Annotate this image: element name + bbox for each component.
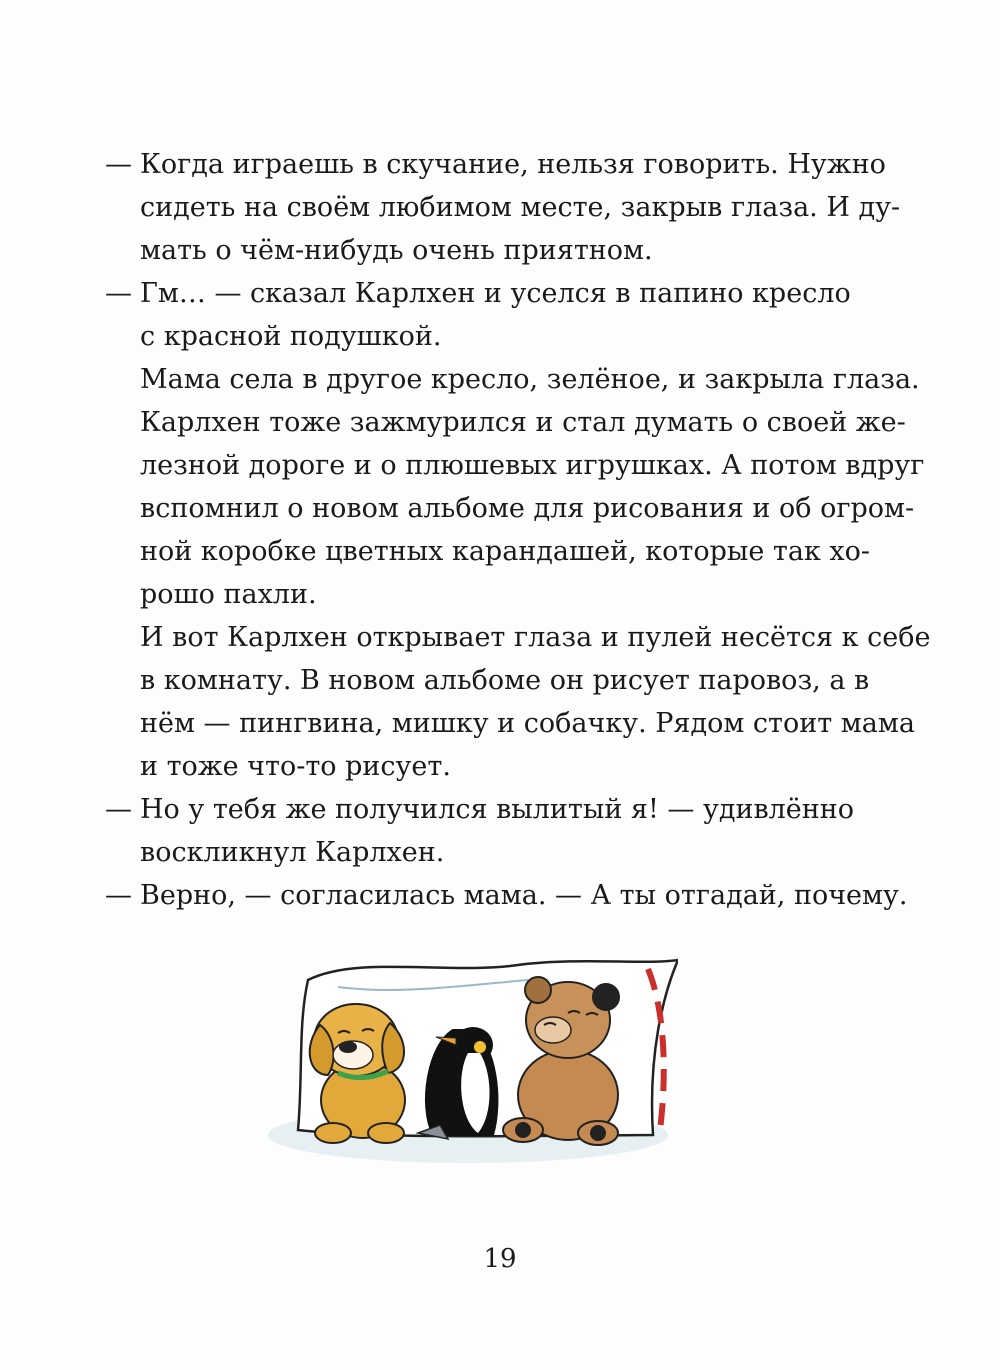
text-line: нём — пингвина, мишку и собачку. Рядом стоит мама: [140, 708, 915, 739]
text-line: И вот Карлхен открывает глаза и пулей несётся к себе: [140, 622, 931, 653]
text-line: лезной дороге и о плюшевых игрушках. А потом вдруг: [140, 450, 925, 481]
story-text: [105, 143, 931, 917]
text-line: воскликнул Карлхен.: [140, 837, 445, 868]
toys-on-pillow-illustration: [268, 935, 678, 1170]
text-line: ной коробке цветных карандашей, которые так хо-: [140, 536, 871, 567]
text-line: — Но у тебя же получился вылитый я! — удивлённо: [140, 788, 812, 831]
text-line: рошо пахли.: [140, 579, 317, 610]
text-line: Карлхен тоже зажмурился и стал думать о своей же-: [140, 407, 906, 438]
text-line: — Гм… — сказал Карлхен и уселся в папино кресло: [140, 272, 812, 315]
text-line: Мама села в другое кресло, зелёное, и закрыла глаза.: [140, 364, 920, 395]
text-line: сидеть на своём любимом месте, закрыв глаза. И ду-: [140, 192, 901, 223]
dialogue-dash: —: [105, 149, 132, 180]
text-line: — Когда играешь в скучание, нельзя говорить. Нужно: [140, 143, 812, 186]
dialogue-dash: —: [105, 794, 132, 825]
text-line: мать о чём-нибудь очень приятном.: [140, 235, 653, 266]
text-line: — Верно, — согласилась мама. — А ты отгадай, почему.: [140, 874, 812, 917]
page-number: 19: [483, 1244, 517, 1274]
dialogue-dash: —: [105, 278, 132, 309]
text-line: и тоже что-то рисует.: [140, 751, 451, 782]
dialogue-dash: —: [105, 880, 132, 911]
text-line: в комнату. В новом альбоме он рисует паровоз, а в: [140, 665, 870, 696]
text-line: с красной подушкой.: [140, 321, 442, 352]
text-line: вспомнил о новом альбоме для рисования и об огром-: [140, 493, 915, 524]
